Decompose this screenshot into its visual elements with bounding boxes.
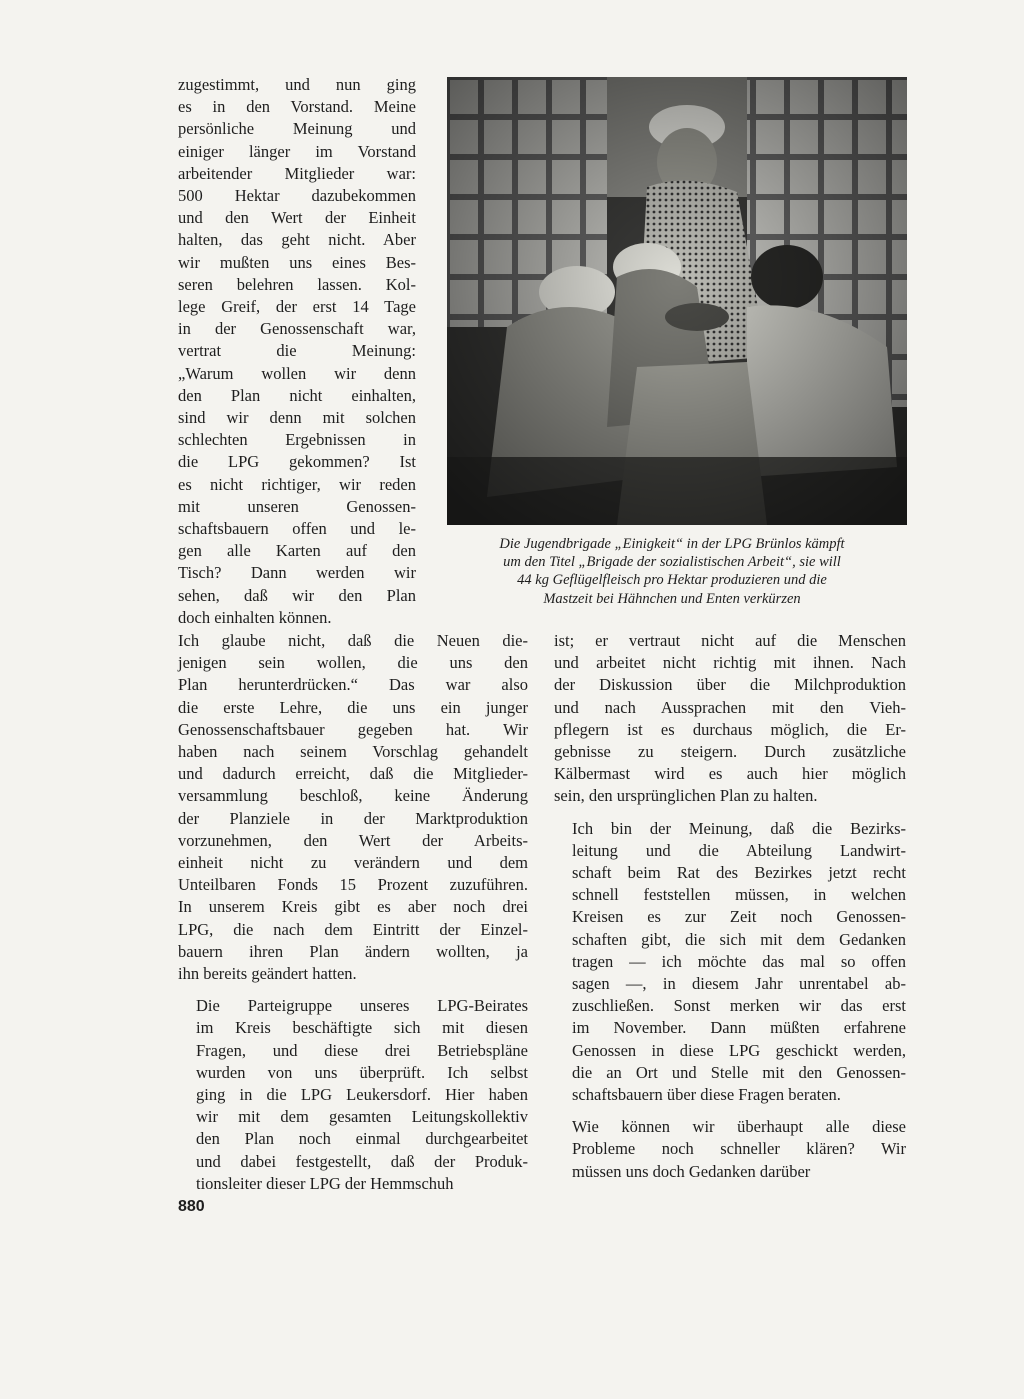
text-line: schnell feststellen müssen, in welchen [572,885,906,905]
text-line: gen alle Karten auf den [178,541,416,561]
text-line: der Planziele in der Marktproduktion [178,808,528,828]
text-line: sind wir denn mit solchen [178,408,416,428]
text-line: 500 Hektar dazubekommen [178,186,416,206]
right-column-text [554,630,906,1183]
text-line: ging in die LPG Leukersdorf. Hier haben [196,1085,528,1105]
caption-line: Mastzeit bei Hähnchen und Enten verkürzen [543,590,801,607]
text-line: und arbeitet nicht richtig mit ihnen. Nach [554,653,906,673]
text-line: sehen, daß wir den Plan [178,585,416,605]
text-line: Kreisen es zur Zeit noch Genossen- [572,907,906,927]
text-line: seren belehren lassen. Kol- [178,274,416,294]
text-line: gebnisse zu steigern. Durch zusätzliche [554,742,906,762]
text-line: müssen uns doch Gedanken darüber [572,1161,811,1181]
text-line: Wie können wir überhaupt alle diese [572,1117,906,1137]
text-line: ist; er vertraut nicht auf die Menschen [554,631,906,650]
right-paragraph-3 [554,1116,906,1183]
text-line: tionsleiter dieser LPG der Hemmschuh [196,1173,454,1193]
left-paragraph-1 [178,630,528,985]
text-line: und den Wert der Einheit [178,208,416,228]
caption-line: 44 kg Geflügelfleisch pro Hektar produzieren und die [517,572,827,589]
text-line: Probleme noch schneller klären? Wir [572,1139,906,1159]
text-line: die erste Lehre, die uns ein junger [178,697,528,717]
text-line: Ich bin der Meinung, daß die Bezirks- [572,818,906,838]
text-line: Kälbermast wird es auch hier möglich [554,764,906,784]
text-line: einiger länger im Vorstand [178,141,416,161]
caption-line: um den Titel „Brigade der sozialistischen Arbeit“, sie will [503,554,841,571]
narrow-column-text [178,74,416,629]
text-line: den Plan noch einmal durchgearbeitet [196,1129,528,1149]
text-line: haben nach seinem Vorschlag gehandelt [178,742,528,762]
text-line: es nicht richtiger, wir reden [178,474,416,494]
text-line: und dadurch erreicht, daß die Mitglieder- [178,764,528,784]
text-line: mit unseren Genossen- [178,496,416,516]
text-line: vertrat die Meinung: [178,341,416,361]
text-line: persönliche Meinung und [178,119,416,139]
text-line: wir mußten uns eines Bes- [178,252,416,272]
text-line: versammlung beschloß, keine Änderung [178,786,528,806]
text-line: LPG, die nach dem Eintritt der Einzel- [178,919,528,939]
text-line: In unserem Kreis gibt es aber noch drei [178,897,528,917]
text-line: Unteilbaren Fonds 15 Prozent zuzuführen. [178,875,528,895]
photo-youth-brigade [447,77,907,525]
text-line: schlechten Ergebnissen in [178,430,416,450]
text-line: tragen — ich möchte das mal so offen [572,951,906,971]
text-line: in der Genossenschaft war, [178,319,416,339]
text-line: Tisch? Dann werden wir [178,563,416,583]
text-line: schaften gibt, die sich mit dem Gedanken [572,929,906,949]
text-line: die LPG gekommen? Ist [178,452,416,472]
left-paragraph-2 [178,995,528,1195]
text-line: halten, das geht nicht. Aber [178,230,416,250]
text-line: sein, den ursprünglichen Plan zu halten. [554,786,818,806]
text-line: Plan herunterdrücken.“ Das war also [178,675,528,695]
text-line: ihn bereits geändert hatten. [178,964,357,984]
caption-line: Die Jugendbrigade „Einigkeit“ in der LPG Brünlos kämpft [499,536,845,552]
text-line: vorzunehmen, den Wert der Arbeits- [178,830,528,850]
text-line: und nach Aussprachen mit den Vieh- [554,697,906,717]
text-line: den Plan nicht einhalten, [178,385,416,405]
text-line: schaftsbauern über diese Fragen beraten. [572,1085,841,1105]
text-line: wir mit dem gesamten Leitungskollektiv [196,1107,528,1127]
text-line: doch einhalten können. [178,607,332,627]
text-line: und dabei festgestellt, daß der Produk- [196,1151,528,1171]
text-line: leitung und die Abteilung Landwirt- [572,840,906,860]
text-line: einheit nicht zu verändern und dem [178,853,528,873]
text-line: pflegern ist es durchaus möglich, die Er- [554,719,906,739]
text-line: Fragen, und diese drei Betriebspläne [196,1040,528,1060]
page-number: 880 [178,1198,205,1215]
text-line: jenigen sein wollen, die uns den [178,653,528,673]
text-line: Ich glaube nicht, daß die Neuen die- [178,631,528,650]
text-line: sagen —, in diesem Jahr unrentabel ab- [572,974,906,994]
text-line: wurden von uns überprüft. Ich selbst [196,1062,528,1082]
text-line: der Diskussion über die Milchproduktion [554,675,906,695]
text-line: bauern ihren Plan ändern wollten, ja [178,941,528,961]
text-line: im November. Dann müßten erfahrene [572,1018,906,1038]
text-line: zugestimmt, und nun ging [178,75,416,94]
text-line: schaft beim Rat des Bezirkes jetzt recht [572,863,906,883]
text-line: zuschließen. Sonst merken wir das erst [572,996,906,1016]
photo-caption [437,535,907,608]
left-column-text [178,630,528,1195]
photo-image [447,77,907,525]
text-line: es in den Vorstand. Meine [178,97,416,117]
text-line: Die Parteigruppe unseres LPG-Beirates [196,996,528,1016]
right-paragraph-2 [554,818,906,1107]
text-line: schaftsbauern offen und le- [178,519,416,539]
text-line: „Warum wollen wir denn [178,363,416,383]
text-line: Genossen in diese LPG geschickt werden, [572,1040,906,1060]
text-line: arbeitender Mitglieder war: [178,163,416,183]
text-line: lege Greif, der erst 14 Tage [178,297,416,317]
text-line: im Kreis beschäftigte sich mit diesen [196,1018,528,1038]
text-line: Genossenschaftsbauer gegeben hat. Wir [178,719,528,739]
right-paragraph-1 [554,630,906,808]
text-line: die an Ort und Stelle mit den Genossen- [572,1062,906,1082]
